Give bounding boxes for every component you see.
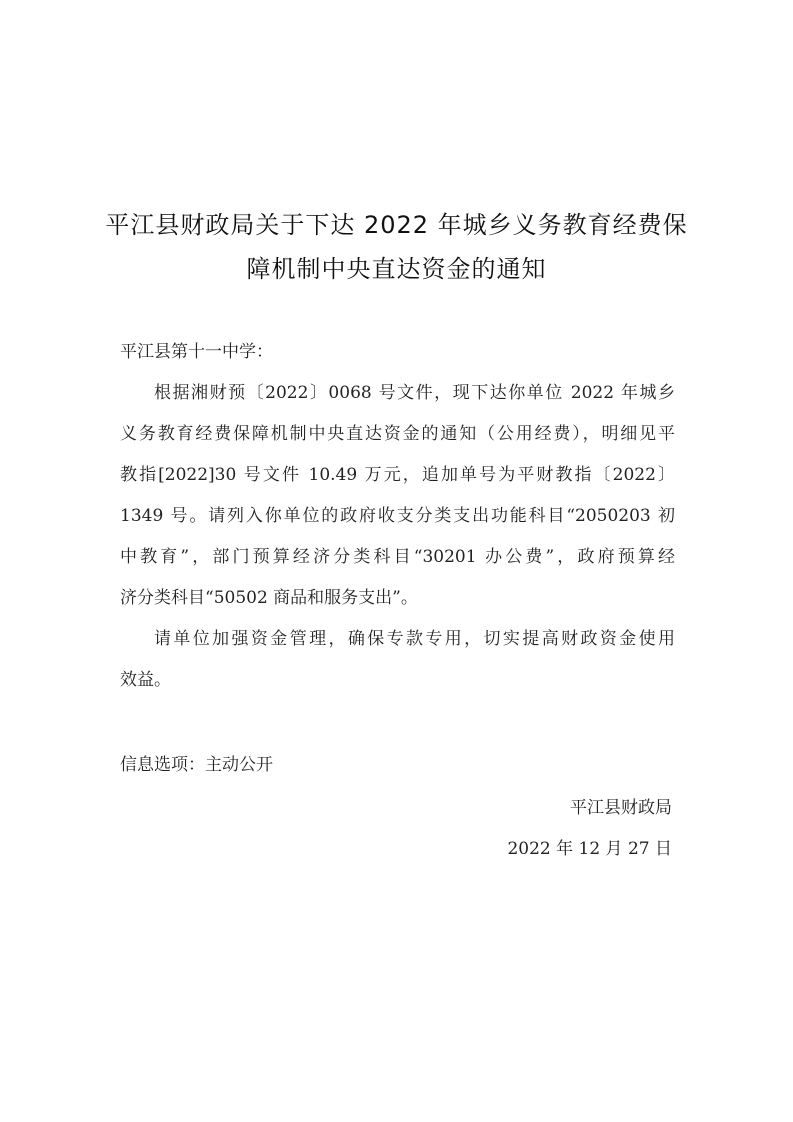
salutation: 平江县第十一中学： <box>120 342 273 362</box>
document-title-line-2: 障机制中央直达资金的通知 <box>246 255 547 283</box>
info-option: 信息选项：主动公开 <box>120 755 273 775</box>
paragraph-1-line-5: 中教育”，部门预算经济分类科目“30201 办公费”，政府预算经 <box>120 547 675 567</box>
issuer-name: 平江县财政局 <box>570 798 672 818</box>
paragraph-1-line-2: 义务教育经费保障机制中央直达资金的通知（公用经费），明细见平 <box>120 424 675 444</box>
paragraph-2-line-1: 请单位加强资金管理，确保专款专用，切实提高财政资金使用 <box>154 629 675 649</box>
paragraph-1-line-6: 济分类科目“50502 商品和服务支出”。 <box>120 588 418 608</box>
document-title-line-1: 平江县财政局关于下达 2022 年城乡义务教育经费保 <box>105 211 688 239</box>
paragraph-1-line-1: 根据湘财预〔2022〕0068 号文件，现下达你单位 2022 年城乡 <box>154 383 675 403</box>
paragraph-1-line-3: 教指[2022]30 号文件 10.49 万元，追加单号为平财教指〔2022〕 <box>120 465 675 485</box>
paragraph-1-line-4: 1349 号。请列入你单位的政府收支分类支出功能科目“2050203 初 <box>120 506 675 526</box>
issue-date: 2022 年 12 月 27 日 <box>507 839 672 859</box>
paragraph-2-line-2: 效益。 <box>120 670 171 690</box>
